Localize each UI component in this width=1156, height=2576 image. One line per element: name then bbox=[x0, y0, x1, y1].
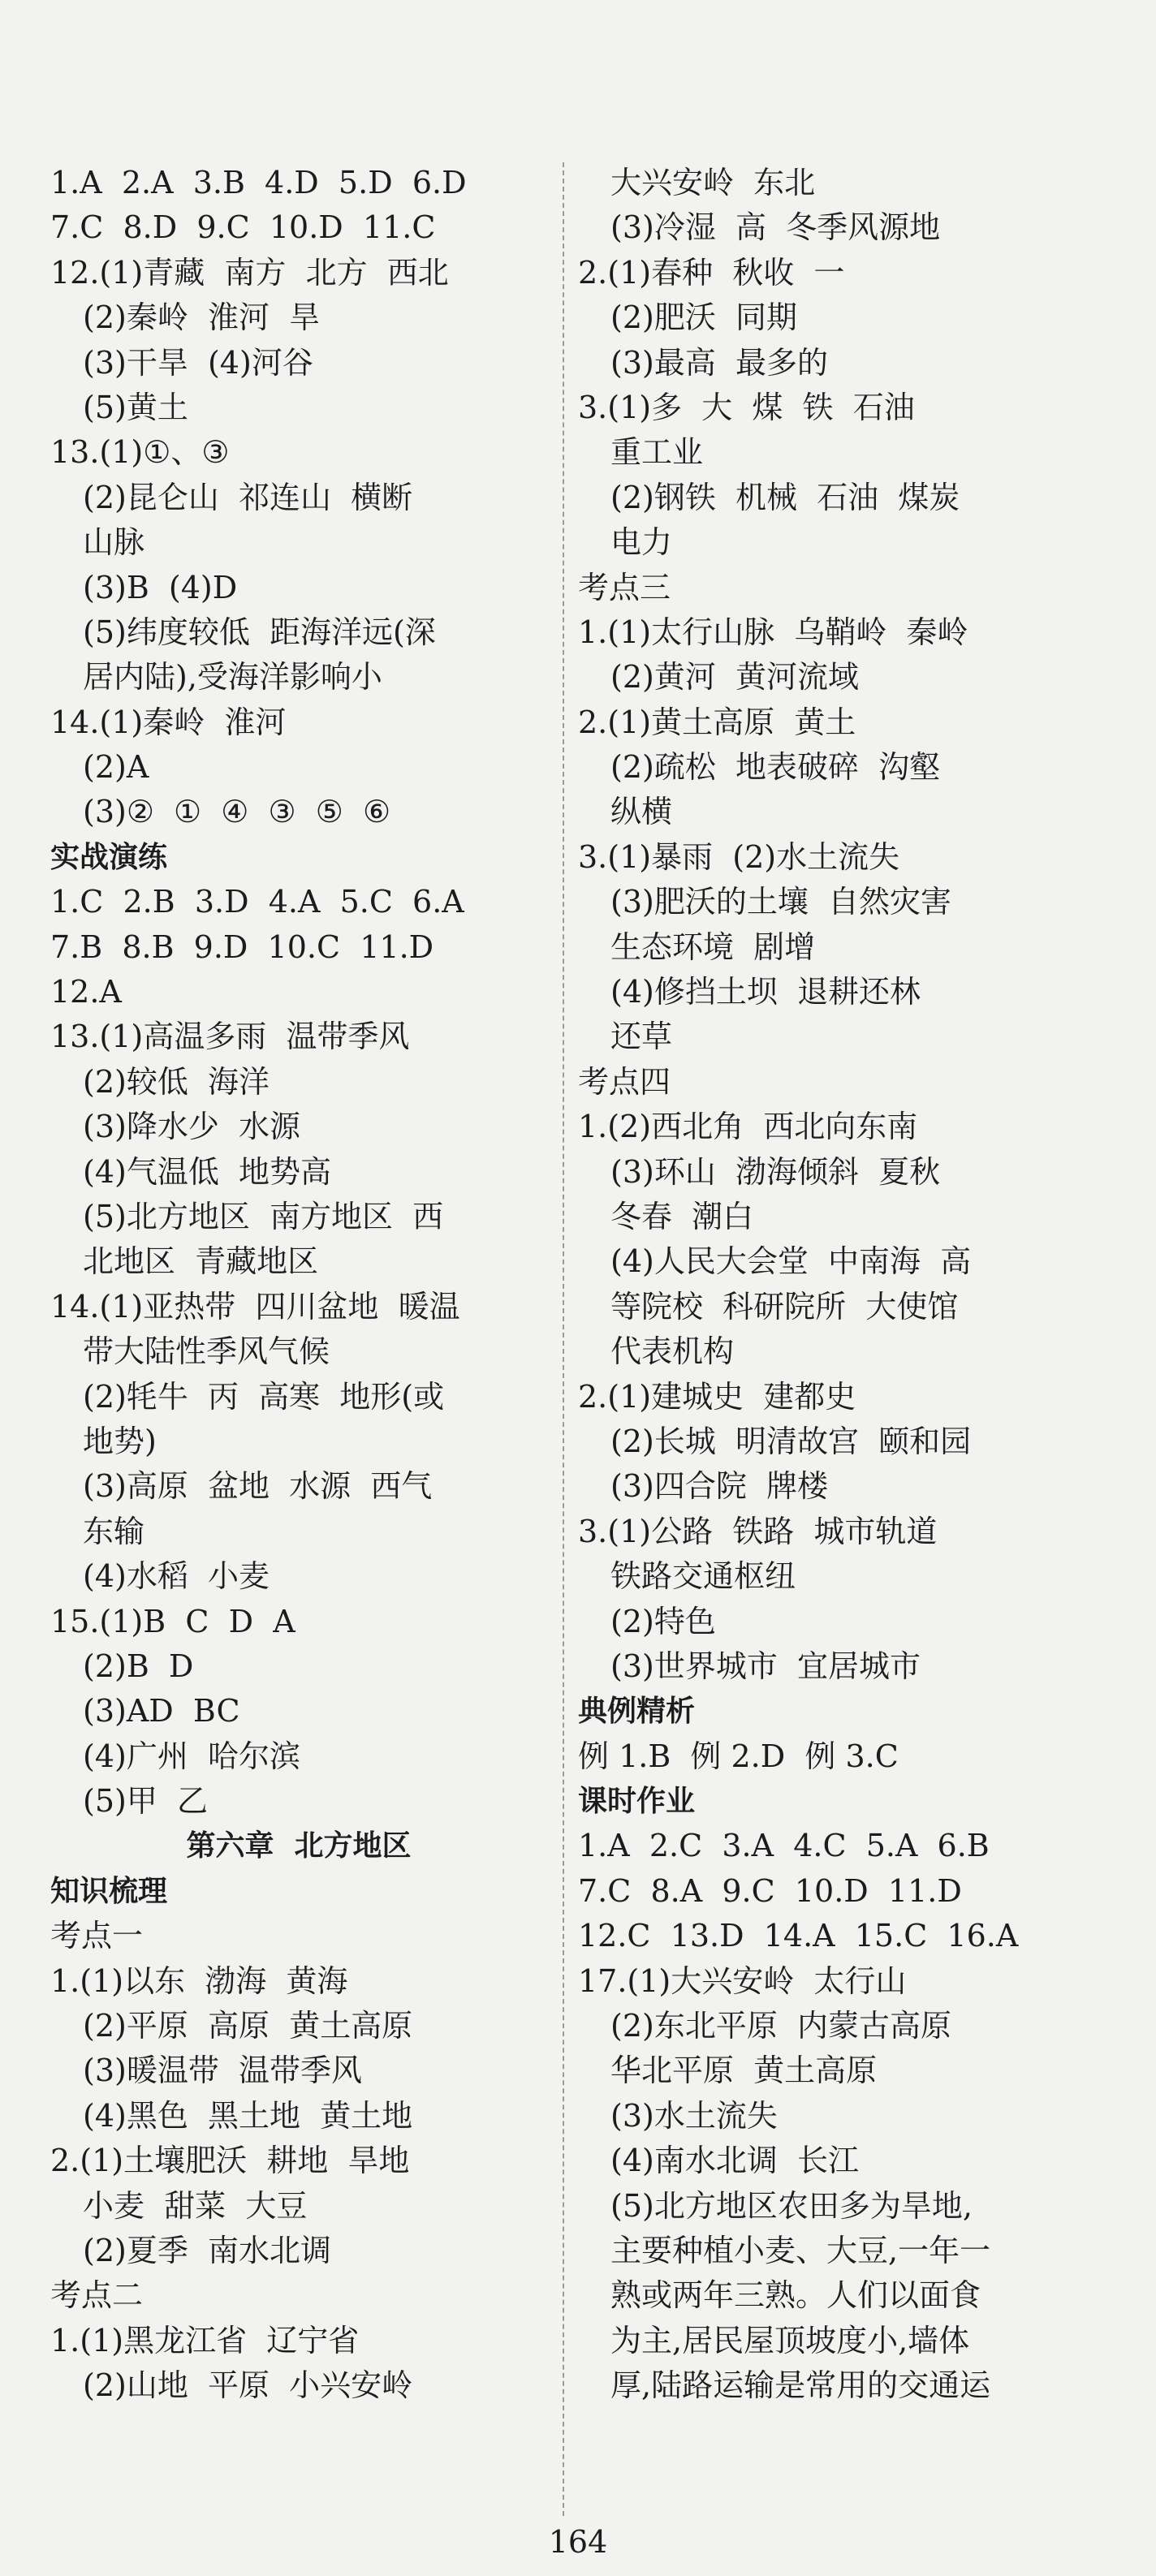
answer-line: 1.A 2.C 3.A 4.C 5.A 6.B bbox=[578, 1828, 990, 1864]
answer-line: (3)四合院 牌楼 bbox=[610, 1468, 828, 1505]
answer-line: (3)② ① ④ ③ ⑤ ⑥ bbox=[83, 794, 391, 830]
section-heading: 知识梳理 bbox=[50, 1874, 168, 1908]
answer-line: 居内陆),受海洋影响小 bbox=[83, 659, 382, 696]
answer-line: (5)北方地区 南方地区 西 bbox=[83, 1198, 444, 1234]
answer-line: (4)广州 哈尔滨 bbox=[83, 1738, 300, 1774]
answer-line: 13.(1)①、③ bbox=[50, 434, 230, 471]
answer-line: 大兴安岭 东北 bbox=[610, 165, 816, 200]
answer-line: 为主,居民屋顶坡度小,墙体 bbox=[610, 2322, 970, 2358]
answer-line: 电力 bbox=[610, 524, 673, 561]
answer-line: (3)降水少 水源 bbox=[83, 1109, 300, 1145]
answer-line: (5)甲 乙 bbox=[83, 1783, 208, 1820]
answer-line: 主要种植小麦、大豆,一年一 bbox=[610, 2232, 991, 2268]
answer-line: 考点一 bbox=[50, 1918, 144, 1954]
answer-line: 1.(1)太行山脉 乌鞘岭 秦岭 bbox=[578, 614, 968, 650]
answer-line: (3)干旱 (4)河谷 bbox=[83, 344, 313, 381]
answer-line: 1.C 2.B 3.D 4.A 5.C 6.A bbox=[50, 884, 464, 920]
answer-line: 纵横 bbox=[610, 794, 673, 830]
answer-line: (5)黄土 bbox=[83, 389, 188, 425]
answer-line: 东输 bbox=[83, 1513, 145, 1549]
answer-line: (3)世界城市 宜居城市 bbox=[610, 1648, 921, 1684]
answer-line: 7.B 8.B 9.D 10.C 11.D bbox=[50, 928, 434, 965]
answer-line: (4)黑色 黑土地 黄土地 bbox=[83, 2097, 413, 2134]
answer-line: 2.(1)春种 秋收 一 bbox=[578, 254, 845, 291]
answer-line: 还草 bbox=[610, 1019, 673, 1055]
answer-line: 3.(1)多 大 煤 铁 石油 bbox=[578, 389, 915, 425]
answer-line: (2)牦牛 丙 高寒 地形(或 bbox=[83, 1378, 445, 1415]
answer-line: 7.C 8.D 9.C 10.D 11.C bbox=[50, 209, 436, 246]
answer-line: (2)肥沃 同期 bbox=[610, 299, 797, 336]
answer-line: 考点三 bbox=[578, 569, 671, 605]
answer-line: (2)昆仑山 祁连山 横断 bbox=[83, 479, 413, 515]
answer-line: 14.(1)秦岭 淮河 bbox=[50, 704, 287, 740]
answer-line: (2)夏季 南水北调 bbox=[83, 2232, 331, 2268]
answer-line: (3)冷湿 高 冬季风源地 bbox=[610, 209, 941, 246]
answer-line: (2)A bbox=[83, 749, 149, 786]
answer-line: 考点二 bbox=[50, 2277, 144, 2314]
answer-line: (3)肥沃的土壤 自然灾害 bbox=[610, 884, 951, 920]
answer-line: 考点四 bbox=[578, 1063, 671, 1100]
answer-line: 13.(1)高温多雨 温带季风 bbox=[50, 1019, 410, 1055]
answer-line: 1.(2)西北角 西北向东南 bbox=[578, 1109, 918, 1145]
section-heading: 典例精析 bbox=[578, 1695, 696, 1729]
answer-line: (3)B (4)D bbox=[83, 569, 238, 605]
answer-line: 带大陆性季风气候 bbox=[83, 1333, 330, 1370]
answer-line: (2)较低 海洋 bbox=[83, 1063, 270, 1100]
answer-line: 冬春 潮白 bbox=[610, 1198, 754, 1234]
answer-line: 12.C 13.D 14.A 15.C 16.A bbox=[578, 1918, 1019, 1954]
answer-line: (5)北方地区农田多为旱地, bbox=[610, 2187, 973, 2224]
right-column bbox=[578, 161, 1098, 2409]
answer-line: 熟或两年三熟。人们以面食 bbox=[610, 2277, 981, 2314]
answer-line: 2.(1)建城史 建都史 bbox=[578, 1378, 856, 1415]
answer-line: (2)山地 平原 小兴安岭 bbox=[83, 2367, 413, 2404]
answer-line: 等院校 科研院所 大使馆 bbox=[610, 1288, 959, 1325]
answer-line: 12.A bbox=[50, 974, 122, 1010]
answer-line: (3)高原 盆地 水源 西气 bbox=[83, 1468, 433, 1505]
answer-line: 7.C 8.A 9.C 10.D 11.D bbox=[578, 1872, 962, 1909]
answer-line: (3)环山 渤海倾斜 夏秋 bbox=[610, 1153, 941, 1190]
answer-line: (5)纬度较低 距海洋远(深 bbox=[83, 614, 436, 650]
answer-line: 3.(1)公路 铁路 城市轨道 bbox=[578, 1513, 938, 1549]
page-number: 164 bbox=[548, 2524, 608, 2560]
section-heading: 课时作业 bbox=[578, 1785, 696, 1819]
answer-line: (2)黄河 黄河流域 bbox=[610, 659, 859, 696]
section-heading: 实战演练 bbox=[50, 840, 168, 874]
answer-line: (3)最高 最多的 bbox=[610, 344, 828, 381]
answer-line: 1.A 2.A 3.B 4.D 5.D 6.D bbox=[50, 165, 467, 200]
answer-line: 厚,陆路运输是常用的交通运 bbox=[610, 2367, 991, 2404]
answer-line: 14.(1)亚热带 四川盆地 暖温 bbox=[50, 1288, 460, 1325]
answer-line: (2)疏松 地表破碎 沟壑 bbox=[610, 749, 941, 786]
answer-line: (3)AD BC bbox=[83, 1693, 240, 1730]
answer-line: 1.(1)以东 渤海 黄海 bbox=[50, 1962, 348, 1999]
answer-line: (2)B D bbox=[83, 1648, 194, 1684]
answer-line: (4)水稻 小麦 bbox=[83, 1558, 270, 1595]
answer-line: 山脉 bbox=[83, 524, 145, 561]
answer-line: (2)平原 高原 黄土高原 bbox=[83, 2008, 413, 2044]
answer-line: 地势) bbox=[83, 1423, 157, 1459]
answer-line: 北地区 青藏地区 bbox=[83, 1243, 319, 1280]
answer-line: (4)人民大会堂 中南海 高 bbox=[610, 1243, 972, 1280]
answer-line: 重工业 bbox=[610, 434, 704, 471]
answer-line: 例 1.B 例 2.D 例 3.C bbox=[578, 1738, 899, 1774]
answer-line: 生态环境 剧增 bbox=[610, 928, 816, 965]
answer-line: (2)钢铁 机械 石油 煤炭 bbox=[610, 479, 960, 515]
answer-line: 3.(1)暴雨 (2)水土流失 bbox=[578, 838, 900, 875]
left-column bbox=[50, 161, 547, 2409]
answer-line: 2.(1)黄土高原 黄土 bbox=[578, 704, 856, 740]
answer-line: 15.(1)B C D A bbox=[50, 1603, 295, 1639]
answer-line: 代表机构 bbox=[610, 1333, 735, 1370]
answer-line: (2)特色 bbox=[610, 1603, 716, 1639]
answer-line: 12.(1)青藏 南方 北方 西北 bbox=[50, 254, 449, 291]
answer-line: 铁路交通枢纽 bbox=[610, 1558, 796, 1595]
answer-line: 小麦 甜菜 大豆 bbox=[83, 2187, 308, 2224]
answer-line: (3)水土流失 bbox=[610, 2097, 778, 2134]
answer-line: (2)东北平原 内蒙古高原 bbox=[610, 2008, 951, 2044]
answer-line: (3)暖温带 温带季风 bbox=[83, 2053, 362, 2089]
answer-line: 华北平原 黄土高原 bbox=[610, 2053, 878, 2089]
answer-line: (4)南水北调 长江 bbox=[610, 2143, 859, 2179]
answer-line: 1.(1)黑龙江省 辽宁省 bbox=[50, 2322, 360, 2358]
answer-line: 17.(1)大兴安岭 太行山 bbox=[578, 1962, 907, 1999]
answer-line: (4)气温低 地势高 bbox=[83, 1153, 331, 1190]
answer-line: 2.(1)土壤肥沃 耕地 旱地 bbox=[50, 2143, 410, 2179]
answer-line: (2)秦岭 淮河 旱 bbox=[83, 299, 321, 336]
answer-line: (2)长城 明清故宫 颐和园 bbox=[610, 1423, 972, 1459]
chapter-title: 第六章 北方地区 bbox=[186, 1829, 412, 1863]
column-divider bbox=[563, 162, 564, 2516]
answer-line: (4)修挡土坝 退耕还林 bbox=[610, 974, 921, 1010]
